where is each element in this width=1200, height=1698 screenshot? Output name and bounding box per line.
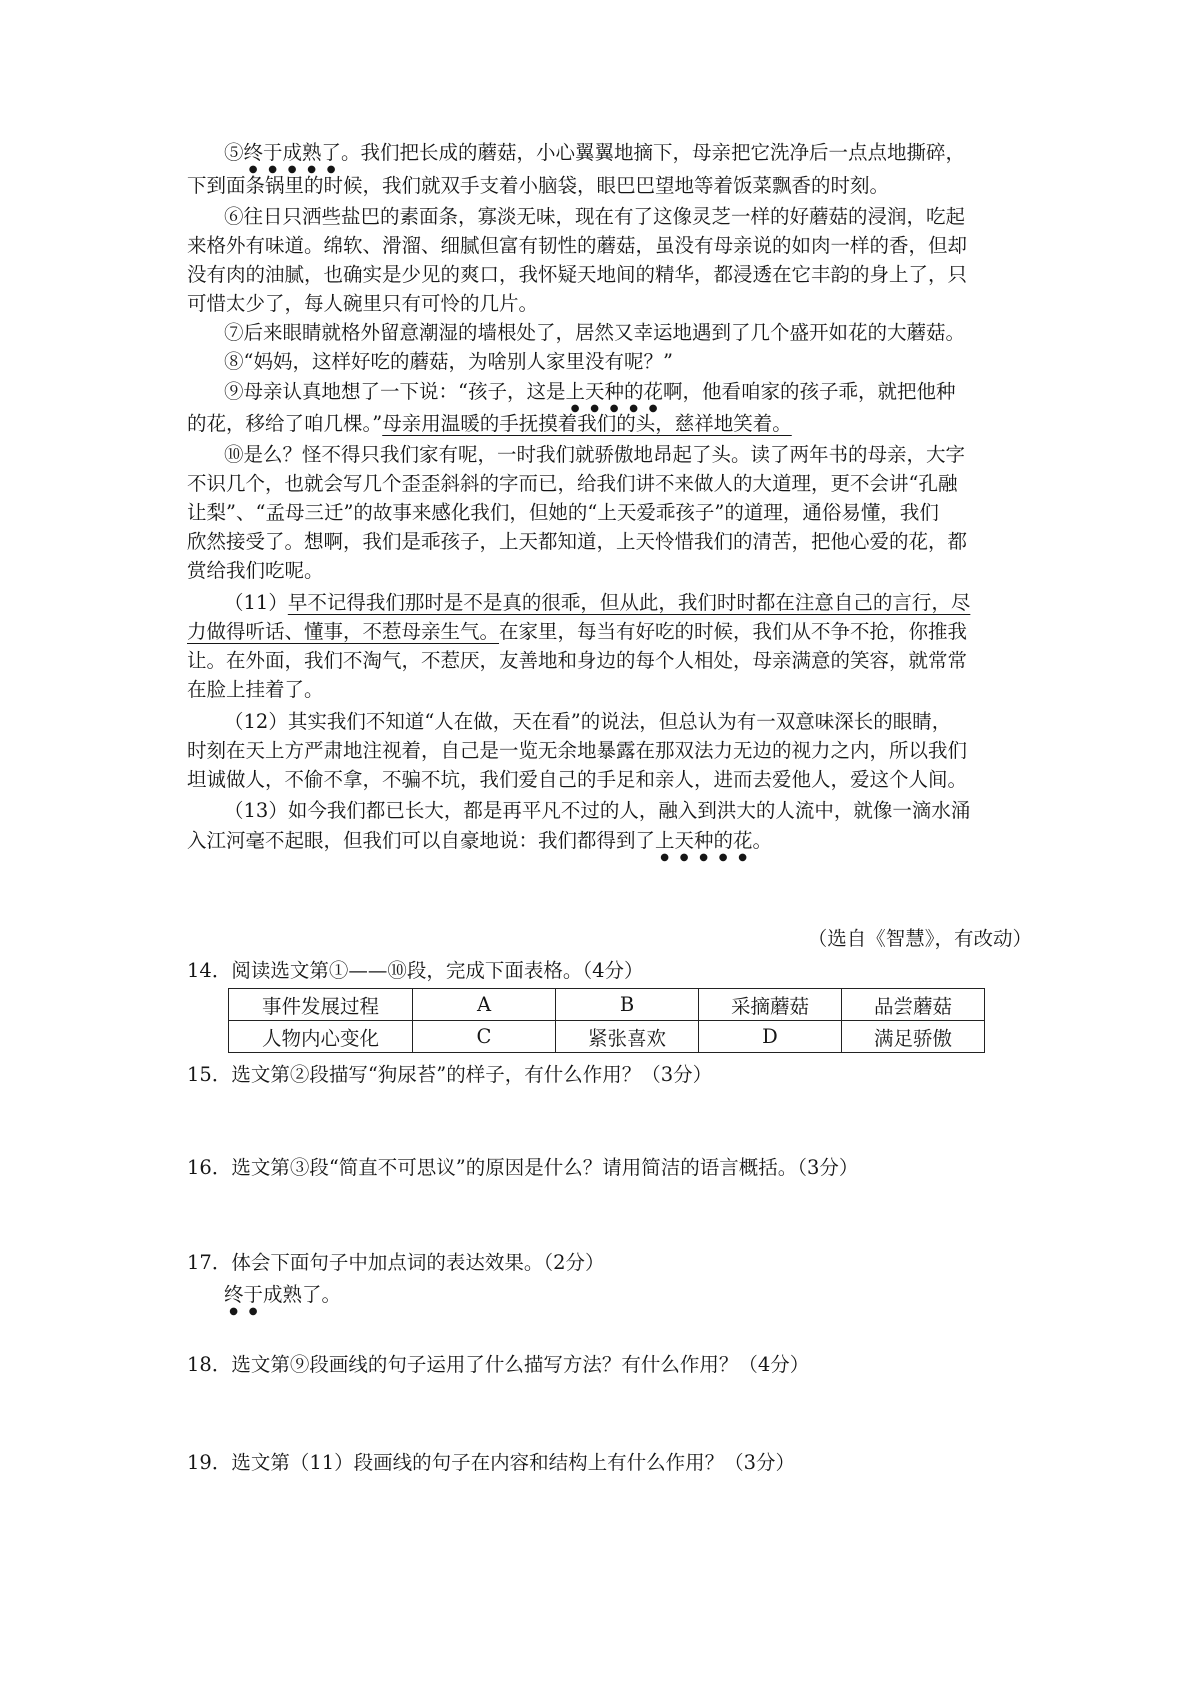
paragraph-10-line-1: ⑩是么？怪不得只我们家有呢，一时我们就骄傲地昂起了头。读了两年书的母亲，大字 xyxy=(224,443,966,466)
paragraph-13-line-1: （13）如今我们都已长大，都是再平凡不过的人，融入到洪大的人流中，就像一滴水涌 xyxy=(224,799,971,822)
paragraph-12-line-3: 坦诚做人，不偷不拿，不骗不坑，我们爱自己的手足和亲人，进而去爱他人，爱这个人间。 xyxy=(187,768,968,791)
text-run: ⑨母亲认真地想了一下说：“孩子，这是 xyxy=(224,380,566,403)
table-cell: 满足骄傲 xyxy=(842,1021,985,1053)
paragraph-5-line-2: 下到面条锅里的时候，我们就双手支着小脑袋，眼巴巴望地等着饭菜飘香的时刻。 xyxy=(187,174,890,197)
emphasized-phrase: 上天种的花 xyxy=(655,829,753,852)
paragraph-6-line-2: 来格外有味道。绵软、滑溜、细腻但富有韧性的蘑菇，虽没有母亲说的如肉一样的香，但却 xyxy=(187,234,968,257)
question-17: 17．体会下面句子中加点词的表达效果。（2分） xyxy=(187,1251,605,1274)
paragraph-10-line-4: 欣然接受了。想啊，我们是乖孩子，上天都知道，上天怜惜我们的清苦，把他心爱的花，都 xyxy=(187,530,968,553)
table-cell: C xyxy=(413,1021,556,1053)
paragraph-10-line-2: 不识几个，也就会写几个歪歪斜斜的字而已，给我们讲不来做人的大道理，更不会讲“孔融 xyxy=(187,472,958,495)
paragraph-11-line-1 xyxy=(224,588,1074,618)
table-cell: 事件发展过程 xyxy=(229,989,413,1021)
paragraph-8: ⑧“妈妈，这样好吃的蘑菇，为啥别人家里没有呢？” xyxy=(224,350,673,373)
paragraph-10-line-3: 让梨”、“孟母三迁”的故事来感化我们，但她的“上天爱乖孩子”的道理，通俗易懂，我们 xyxy=(187,501,939,524)
question-16: 16．选文第③段“简直不可思议”的原因是什么？请用简洁的语言概括。（3分） xyxy=(187,1156,859,1179)
text-run: 啊，他看咱家的孩子乖，就把他种 xyxy=(663,380,956,403)
source-citation: （选自《智慧》，有改动） xyxy=(807,927,1032,950)
text-run: 成熟了。 xyxy=(263,1283,342,1306)
table-cell: D xyxy=(699,1021,842,1053)
table-cell: A xyxy=(413,989,556,1021)
text-run: 在家里，每当有好吃的时候，我们从不争不抢，你推我 xyxy=(499,620,968,643)
paragraph-6-line-4: 可惜太少了，每人碗里只有可怜的几片。 xyxy=(187,292,539,315)
paragraph-6-line-1: ⑥往日只洒些盐巴的素面条，寡淡无味，现在有了这像灵芝一样的好蘑菇的浸润，吃起 xyxy=(224,205,966,228)
paragraph-11-line-2 xyxy=(187,617,1037,647)
text-run: 的花，移给了咱几棵。” xyxy=(187,412,383,435)
text-run: 。我们把长成的蘑菇，小心翼翼地摘下，母亲把它洗净后一点点地撕碎， xyxy=(341,141,966,164)
text-run: 。 xyxy=(752,829,773,852)
table-cell: B xyxy=(556,989,699,1021)
table-cell: 采摘蘑菇 xyxy=(699,989,842,1021)
emphasized-word: 终于成熟了 xyxy=(243,141,342,164)
paragraph-6-line-3: 没有肉的油腻，也确实是少见的爽口，我怀疑天地间的精华，都浸透在它丰韵的身上了，只 xyxy=(187,263,968,286)
table-cell: 紧张喜欢 xyxy=(556,1021,699,1053)
paragraph-9-line-2 xyxy=(187,409,1037,439)
emphasized-word: 终于 xyxy=(224,1283,264,1306)
events-table xyxy=(228,988,985,1053)
question-14: 14．阅读选文第①——⑩段，完成下面表格。（4分） xyxy=(187,959,644,982)
paragraph-number: （11） xyxy=(224,591,288,614)
paragraph-12-line-1: （12）其实我们不知道“人在做，天在看”的说法，但总认为有一双意味深长的眼睛， xyxy=(224,710,952,733)
paragraph-13-line-2 xyxy=(187,826,1037,863)
table-cell: 品尝蘑菇 xyxy=(842,989,985,1021)
table-row xyxy=(229,989,985,1021)
question-17-sentence xyxy=(224,1280,1074,1317)
paragraph-5-line-1: ⑤终于成熟了。我们把长成的蘑菇，小心翼翼地摘下，母亲把它洗净后一点点地撕碎， xyxy=(224,141,966,164)
paragraph-11-line-3: 让。在外面，我们不淘气，不惹厌，友善地和身边的每个人相处，母亲满意的笑容，就常常 xyxy=(187,649,968,672)
question-19: 19．选文第（11）段画线的句子在内容和结构上有什么作用？（3分） xyxy=(187,1451,796,1474)
underlined-sentence: 早不记得我们那时是不是真的很乖，但从此，我们时时都在注意自己的言行，尽 xyxy=(287,591,971,614)
paragraph-7: ⑦后来眼睛就格外留意潮湿的墙根处了，居然又幸运地遇到了几个盛开如花的大蘑菇。 xyxy=(224,321,966,344)
table-cell: 人物内心变化 xyxy=(229,1021,413,1053)
emphasized-phrase: 上天种的花 xyxy=(565,380,663,403)
table-row xyxy=(229,1021,985,1053)
underlined-sentence-end: 力做得听话、懂事，不惹母亲生气。 xyxy=(187,620,500,643)
paragraph-10-line-5: 赏给我们吃呢。 xyxy=(187,559,324,582)
paragraph-12-line-2: 时刻在天上方严肃地注视着，自己是一览无余地暴露在那双法力无边的视力之内，所以我们 xyxy=(187,739,968,762)
question-18: 18．选文第⑨段画线的句子运用了什么描写方法？有什么作用？（4分） xyxy=(187,1353,810,1376)
text-run: 入江河毫不起眼，但我们可以自豪地说：我们都得到了 xyxy=(187,829,656,852)
question-15: 15．选文第②段描写“狗尿苔”的样子，有什么作用？（3分） xyxy=(187,1063,713,1086)
underlined-sentence: 母亲用温暖的手抚摸着我们的头，慈祥地笑着。 xyxy=(382,412,792,435)
paragraph-11-line-4: 在脸上挂着了。 xyxy=(187,678,324,701)
